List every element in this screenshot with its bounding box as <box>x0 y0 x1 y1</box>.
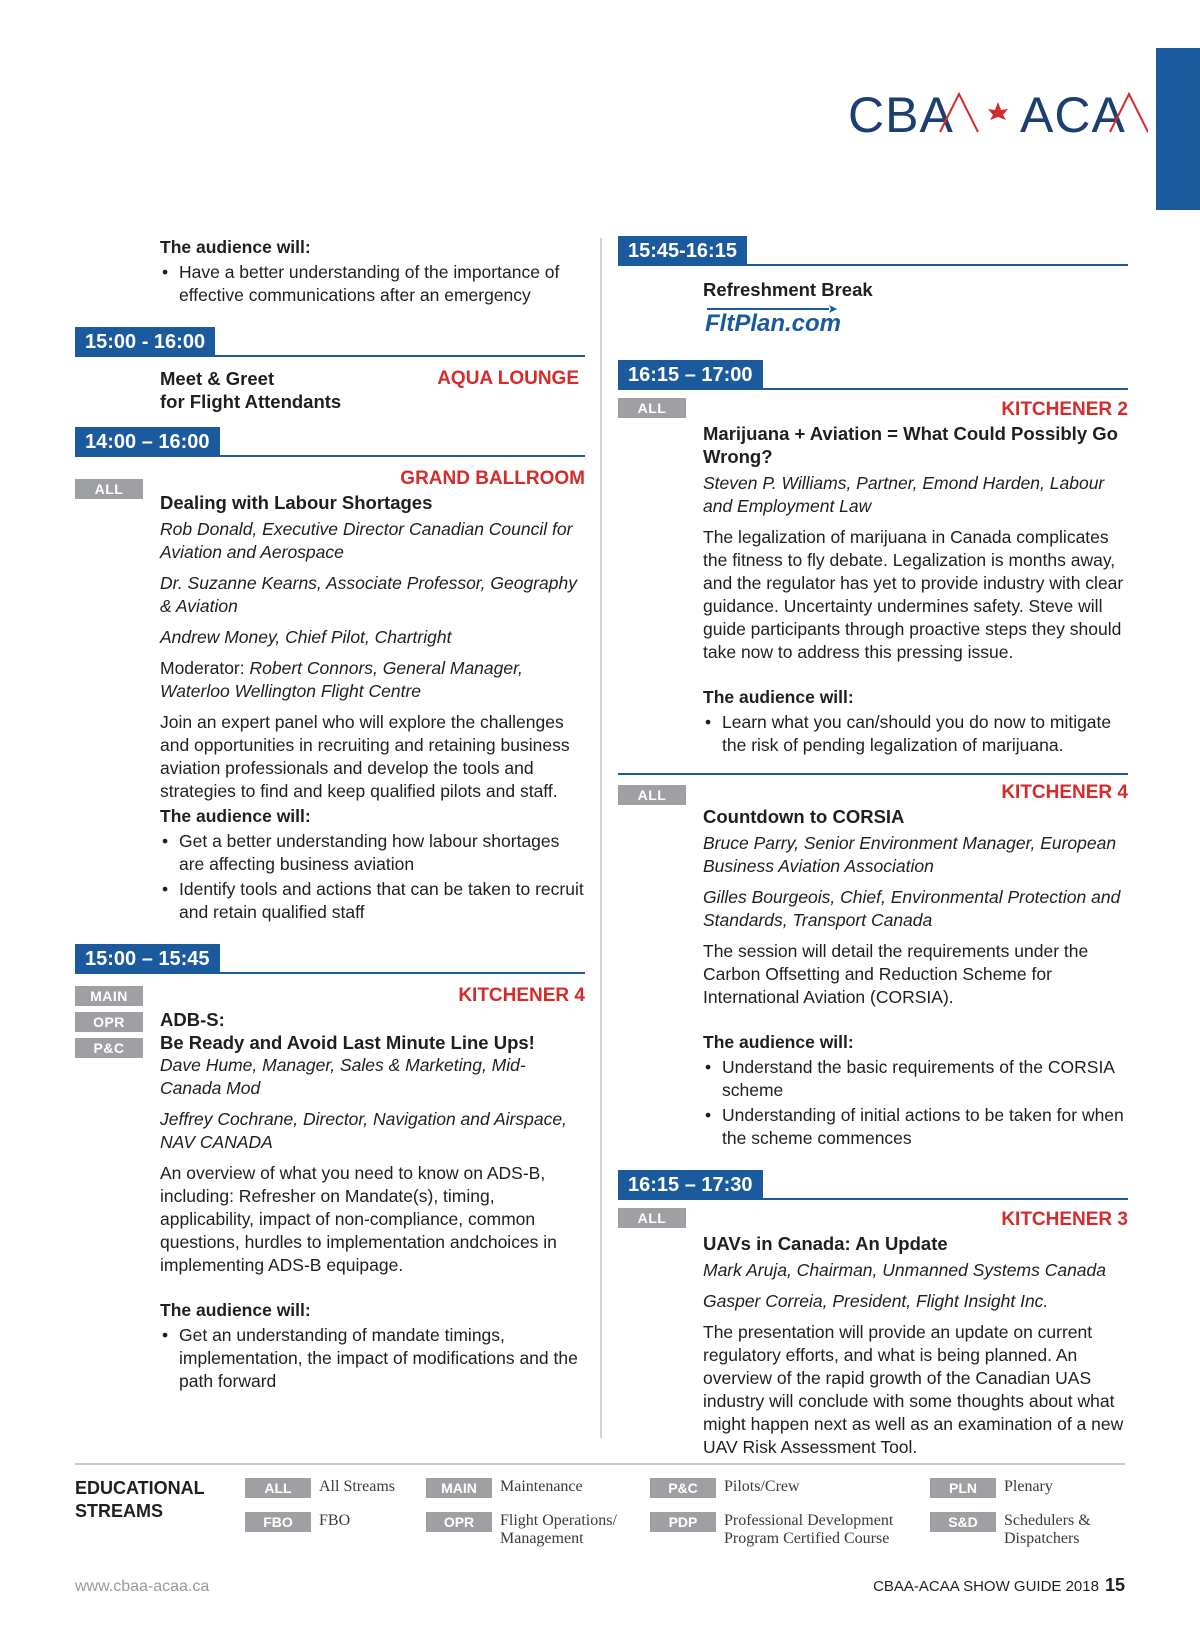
legend-badge: PDP <box>650 1512 716 1532</box>
stream-badges <box>618 398 686 424</box>
legend-badge: FBO <box>245 1512 311 1532</box>
speaker: Jeffrey Cochrane, Director, Navigation and Airspace, NAV CANADA <box>160 1109 567 1152</box>
stream-badge: P&C <box>75 1038 143 1058</box>
stream-badges <box>618 1208 686 1234</box>
legend-label: All Streams <box>319 1478 395 1495</box>
bullet-item: • Identify tools and actions that can be taken to recruit and retain qualified staff <box>160 878 585 924</box>
session-corsia <box>618 781 1128 1150</box>
sponsor-name: FltPlan.com <box>705 310 842 337</box>
time-rule <box>618 1198 1128 1200</box>
legend-label: Plenary <box>1004 1478 1053 1495</box>
legend-badge: ALL <box>245 1478 311 1498</box>
legend-badge: MAIN <box>426 1478 492 1498</box>
footer-guide <box>873 1575 1125 1596</box>
time-bar-1500-1545 <box>75 944 585 974</box>
right-column <box>618 236 1128 1459</box>
left-column <box>75 236 585 1393</box>
time-label: 15:45-16:15 <box>618 236 747 266</box>
audience-heading: The audience will: <box>160 1300 311 1320</box>
speaker: Mark Aruja, Chairman, Unmanned Systems Canada <box>703 1260 1106 1280</box>
stream-badge: ALL <box>618 398 686 418</box>
legend-label: Maintenance <box>500 1478 583 1495</box>
time-label: 15:00 - 16:00 <box>75 327 215 357</box>
session-title-line1: ADB-S: <box>160 1009 225 1030</box>
legend-label: Pilots/Crew <box>724 1478 800 1495</box>
time-rule <box>618 264 1128 266</box>
column-divider <box>600 238 602 1438</box>
time-label: 16:15 – 17:00 <box>618 360 763 390</box>
audience-heading: The audience will: <box>160 237 311 257</box>
audience-bullets <box>703 1056 1128 1150</box>
session-description: An overview of what you need to know on ADS-B, including: Refresher on Mandate(s), timing, applicability, impact of non-compliance, common questions, hurdles to implementation andchoices in implementing ADS-B equipage. <box>160 1163 557 1275</box>
session-title: UAVs in Canada: An Update <box>703 1233 948 1254</box>
session-description: Join an expert panel who will explore the challenges and opportunities in recruiting and retaining business aviation professionals and develop the tools and strategies to find and keep qualified pilots and staff. <box>160 712 570 801</box>
session-uavs <box>618 1204 1128 1459</box>
stream-badges <box>75 479 143 505</box>
bullet-item: • Get an understanding of mandate timings, implementation, the impact of modifications and the path forward <box>160 1324 585 1393</box>
stream-badge: ALL <box>618 785 686 805</box>
time-rule <box>75 455 585 457</box>
legend-badge: P&C <box>650 1478 716 1498</box>
audience-heading: The audience will: <box>703 1032 854 1052</box>
session-title-line2: Be Ready and Avoid Last Minute Line Ups! <box>160 1032 535 1053</box>
session-title: Countdown to CORSIA <box>703 806 905 827</box>
audience-heading: The audience will: <box>703 687 854 707</box>
speaker: Steven P. Williams, Partner, Emond Harden, Labour and Employment Law <box>703 473 1105 516</box>
legend-label: Professional Development Program Certified Course <box>724 1512 894 1547</box>
session-title: Marijuana + Aviation = What Could Possibly Go Wrong? <box>703 423 1118 467</box>
time-rule <box>75 972 585 974</box>
room-label: AQUA LOUNGE <box>437 368 579 389</box>
time-bar-1545-1615 <box>618 236 1128 266</box>
footer-url: www.cbaa-acaa.ca <box>75 1578 210 1595</box>
legend-label: Flight Operations/ Management <box>500 1512 617 1547</box>
room-label: KITCHENER 4 <box>1001 782 1128 803</box>
session-divider <box>618 773 1128 775</box>
audience-bullets <box>703 711 1128 757</box>
room-label: GRAND BALLROOM <box>400 468 585 489</box>
session-refreshment-break <box>618 270 1128 350</box>
svg-text:CBA: CBA <box>848 87 954 143</box>
intro-session <box>75 236 585 307</box>
time-rule <box>618 388 1128 390</box>
time-label: 15:00 – 15:45 <box>75 944 220 974</box>
moderator-name: Robert Connors, General Manager, Waterloo Wellington Flight Centre <box>160 658 523 701</box>
footer-guide-title: CBAA-ACAA SHOW GUIDE 2018 <box>873 1578 1099 1595</box>
speaker: Andrew Money, Chief Pilot, Chartright <box>160 627 452 647</box>
speaker: Dave Hume, Manager, Sales & Marketing, Mid-Canada Mod <box>160 1055 526 1098</box>
session-title: Dealing with Labour Shortages <box>160 492 433 513</box>
legend-badge: OPR <box>426 1512 492 1532</box>
fltplan-sponsor-logo <box>703 305 843 345</box>
edge-tab <box>1156 48 1200 210</box>
speaker: Gasper Correia, President, Flight Insight Inc. <box>703 1291 1049 1311</box>
session-ads-b <box>75 978 585 1393</box>
legend-label: Schedulers & Dispatchers <box>1004 1512 1091 1547</box>
bullet-item: • Learn what you can/should you do now to mitigate the risk of pending legalization of marijuana. <box>703 711 1128 757</box>
time-bar-1500-1600 <box>75 327 585 357</box>
session-description: The legalization of marijuana in Canada complicates the fitness to fly debate. Legalization is months away, and the regulator has yet to provide industry with clear guidance. Uncertainty undermines safety. Steve will guide participants through proactive steps they should take now to address this pressing issue. <box>703 527 1124 662</box>
speaker: Bruce Parry, Senior Environment Manager, European Business Aviation Association <box>703 833 1117 876</box>
room-label: KITCHENER 4 <box>458 985 585 1006</box>
legend-heading-line1: EDUCATIONAL <box>75 1478 205 1498</box>
audience-heading: The audience will: <box>160 806 311 826</box>
svg-text:ACA: ACA <box>1020 87 1126 143</box>
audience-bullets <box>160 261 585 307</box>
page-number: 15 <box>1104 1575 1125 1595</box>
audience-bullets <box>160 1324 585 1393</box>
legend-heading <box>75 1477 205 1523</box>
legend-badge: S&D <box>930 1512 996 1532</box>
bullet-item: • Understanding of initial actions to be taken for when the scheme commences <box>703 1104 1128 1150</box>
moderator <box>160 657 585 703</box>
legend-divider <box>75 1463 1125 1465</box>
session-meet-greet <box>75 361 585 413</box>
session-description: The presentation will provide an update on current regulatory efforts, and what is being planned. An overview of the rapid growth of the Canadian UAS industry will conclude with some thoughts about what might happen next as well as an examination of a new UAV Risk Assessment Tool. <box>703 1322 1124 1457</box>
audience-bullets <box>160 830 585 924</box>
speaker: Gilles Bourgeois, Chief, Environmental Protection and Standards, Transport Canada <box>703 887 1121 930</box>
bullet-item: • Have a better understanding of the importance of effective communications after an emergency <box>160 261 585 307</box>
stream-badges <box>618 785 686 811</box>
stream-badge: ALL <box>75 479 143 499</box>
moderator-label: Moderator: <box>160 658 250 678</box>
bullet-item: • Get a better understanding how labour shortages are affecting business aviation <box>160 830 585 876</box>
session-title-line1: Meet & Greet <box>160 368 275 389</box>
time-label: 14:00 – 16:00 <box>75 427 220 457</box>
legend-badge: PLN <box>930 1478 996 1498</box>
session-title: Refreshment Break <box>703 279 873 300</box>
legend-label: FBO <box>319 1512 351 1529</box>
speaker: Dr. Suzanne Kearns, Associate Professor, Geography & Aviation <box>160 573 577 616</box>
cbaa-acaa-logo <box>848 86 1148 146</box>
time-bar-1615-1730 <box>618 1170 1128 1200</box>
bullet-item: • Understand the basic requirements of the CORSIA scheme <box>703 1056 1128 1102</box>
speaker: Rob Donald, Executive Director Canadian Council for Aviation and Aerospace <box>160 519 573 562</box>
time-label: 16:15 – 17:30 <box>618 1170 763 1200</box>
time-rule <box>75 355 585 357</box>
room-label: KITCHENER 2 <box>1001 399 1128 420</box>
time-bar-1615-1700 <box>618 360 1128 390</box>
time-bar-1400-1600 <box>75 427 585 457</box>
room-label: KITCHENER 3 <box>1001 1209 1128 1230</box>
session-description: The session will detail the requirements under the Carbon Offsetting and Reduction Scheme for International Aviation (CORSIA). <box>703 941 1089 1007</box>
stream-badge: MAIN <box>75 986 143 1006</box>
legend-heading-line2: STREAMS <box>75 1501 164 1521</box>
stream-badge: ALL <box>618 1208 686 1228</box>
session-title-line2: for Flight Attendants <box>160 391 342 412</box>
stream-badge: OPR <box>75 1012 143 1032</box>
session-marijuana <box>618 394 1128 757</box>
stream-badges <box>75 986 143 1064</box>
session-labour-shortages <box>75 461 585 924</box>
